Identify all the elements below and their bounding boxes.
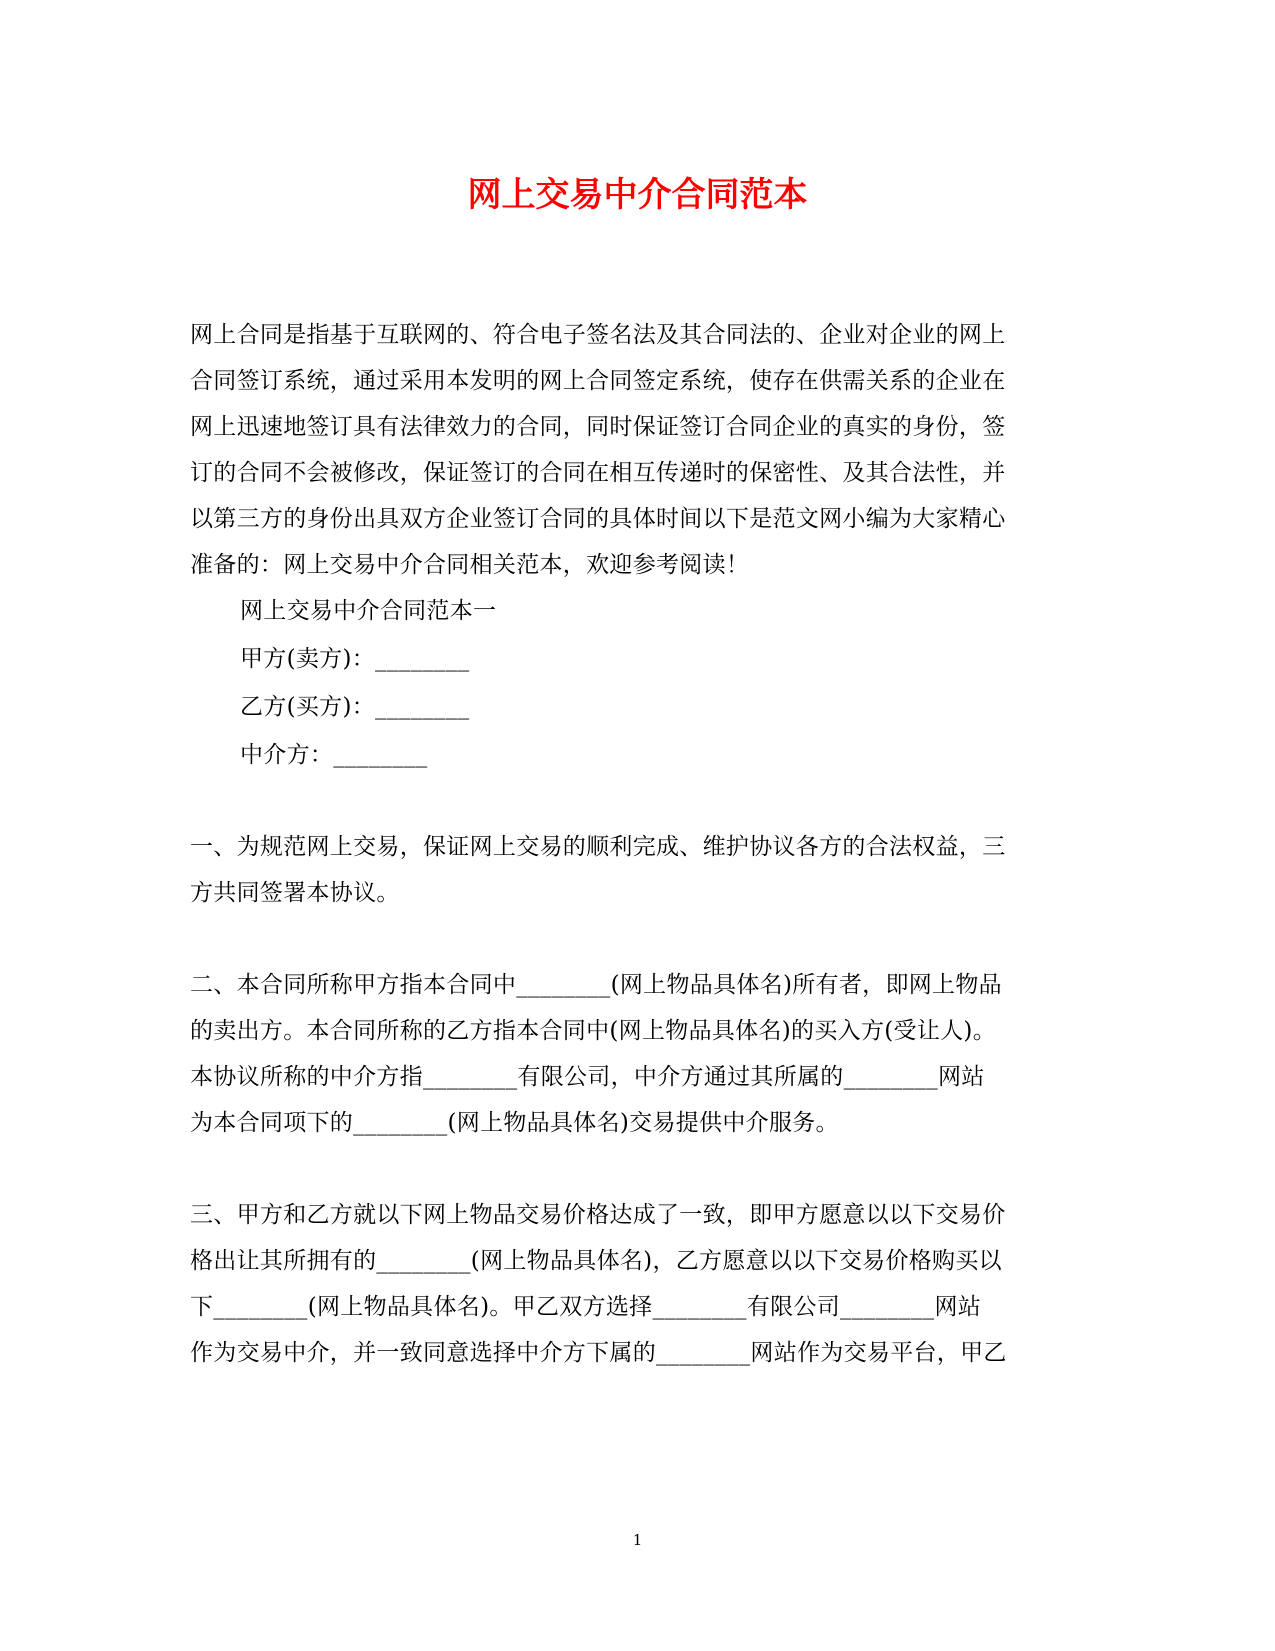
- page-number: 1: [632, 1531, 643, 1549]
- document-title: 网上交易中介合同范本: [467, 175, 808, 215]
- contract-subtitle: 网上交易中介合同范本一: [240, 598, 497, 624]
- clause-2-line: 的卖出方。本合同所称的乙方指本合同中(网上物品具体名)的买入方(受让人)。: [190, 1018, 996, 1044]
- intro-line: 以第三方的身份出具双方企业签订合同的具体时间以下是范文网小编为大家精心: [190, 506, 1006, 532]
- clause-2-line: 本协议所称的中介方指________有限公司，中介方通过其所属的________网站: [190, 1064, 985, 1090]
- clause-2-line: 为本合同项下的________(网上物品具体名)交易提供中介服务。: [190, 1110, 839, 1136]
- intermediary-field: 中介方：________: [240, 742, 428, 768]
- intro-line: 准备的：网上交易中介合同相关范本，欢迎参考阅读！: [190, 552, 750, 578]
- intro-line: 网上迅速地签订具有法律效力的合同，同时保证签订合同企业的真实的身份，签: [190, 414, 1006, 440]
- clause-2-line: 二、本合同所称甲方指本合同中________(网上物品具体名)所有者，即网上物品: [190, 972, 1002, 998]
- clause-1-line: 方共同签署本协议。: [190, 880, 400, 906]
- party-b-field: 乙方(买方)：________: [240, 694, 470, 720]
- intro-line: 合同签订系统，通过采用本发明的网上合同签定系统，使存在供需关系的企业在: [190, 368, 1006, 394]
- intro-line: 订的合同不会被修改，保证签订的合同在相互传递时的保密性、及其合法性，并: [190, 460, 1006, 486]
- clause-3-line: 下________(网上物品具体名)。甲乙双方选择________有限公司________网站: [190, 1294, 982, 1320]
- clause-3-line: 作为交易中介，并一致同意选择中介方下属的________网站作为交易平台，甲乙: [190, 1340, 1007, 1366]
- clause-3-line: 三、甲方和乙方就以下网上物品交易价格达成了一致，即甲方愿意以以下交易价: [190, 1202, 1006, 1228]
- party-a-field: 甲方(卖方)：________: [240, 646, 470, 672]
- clause-3-line: 格出让其所拥有的________(网上物品具体名)，乙方愿意以以下交易价格购买以: [190, 1248, 1002, 1274]
- clause-1-line: 一、为规范网上交易，保证网上交易的顺利完成、维护协议各方的合法权益，三: [190, 834, 1006, 860]
- intro-line: 网上合同是指基于互联网的、符合电子签名法及其合同法的、企业对企业的网上: [190, 322, 1006, 348]
